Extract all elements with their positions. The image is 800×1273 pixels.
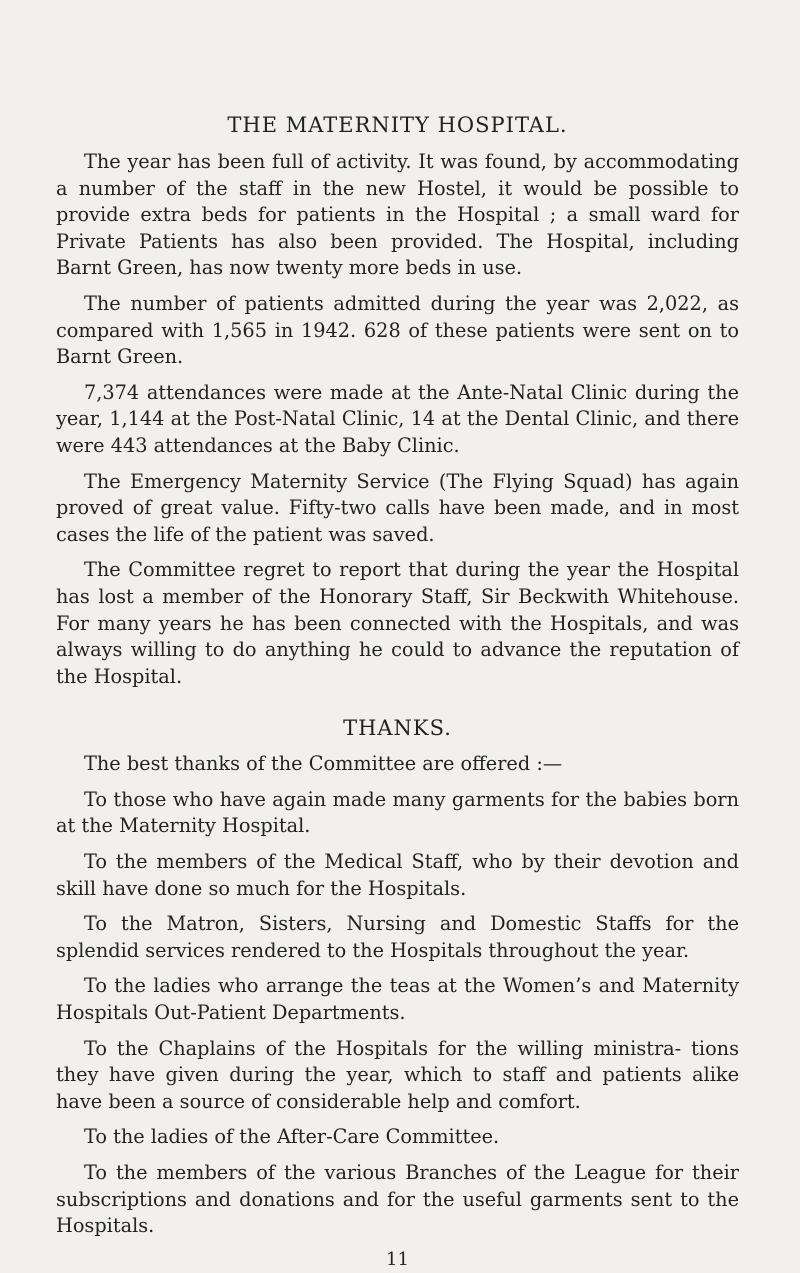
section-heading-thanks: THANKS. <box>343 716 452 741</box>
paragraph-thanks-chaplains: To the Chaplains of the Hospitals for the willing ministra- tions they have given during the year, which to staff and patients alike have been a source of considerable help and comfort. <box>56 1036 739 1113</box>
document-page <box>56 110 739 1270</box>
paragraph-honorary-staff: The Committee regret to report that during the year the Hospital has lost a member of the Honorary Staff, Sir Beckwith Whitehouse. For many years he has been connected with the Hospitals, and was always willing to do anything he could to advance the reputation of the Hospital. <box>56 558 739 688</box>
paragraph-thanks-garments: To those who have again made many garments for the babies born at the Maternity Hospital. <box>56 787 739 838</box>
paragraph-flying-squad: The Emergency Maternity Service (The Flying Squad) has again proved of great value. Fifty-two calls have been made, and in most cases the life of the patient was saved. <box>56 469 739 546</box>
paragraph-thanks-after-care: To the ladies of the After-Care Committee. <box>84 1125 500 1149</box>
section-heading-maternity-hospital: THE MATERNITY HOSPITAL. <box>227 113 568 137</box>
paragraph-thanks-matron: To the Matron, Sisters, Nursing and Domestic Staffs for the splendid services rendered to the Hospitals throughout the year. <box>56 912 739 962</box>
paragraph-thanks-league: To the members of the various Branches of the League for their subscriptions and donations and for the useful garments sent to the Hospitals. <box>56 1161 739 1238</box>
paragraph-thanks-medical-staff: To the members of the Medical Staff, who by their devotion and skill have done so much for the Hospitals. <box>56 850 739 900</box>
paragraph-activity: The year has been full of activity. It was found, by accommodating a number of the staff in the new Hostel, it would be possible to provide extra beds for patients in the Hospital ; a small ward for Private Patients has also been provided. The Hospital, including Barnt Green, has now twenty more beds in use. <box>56 150 739 280</box>
paragraph-thanks-teas: To the ladies who arrange the teas at the Women’s and Maternity Hospitals Out-Patient Departments. <box>56 974 739 1025</box>
paragraph-thanks-intro: The best thanks of the Committee are offered :— <box>84 752 563 776</box>
paragraph-patients-admitted: The number of patients admitted during the year was 2,022, as compared with 1,565 in 1942. 628 of these patients were sent on to Barnt Green. <box>56 291 739 369</box>
page-number: 11 <box>386 1248 409 1270</box>
paragraph-clinic-attendances: 7,374 attendances were made at the Ante-Natal Clinic during the year, 1,144 at the Post-Natal Clinic, 14 at the Dental Clinic, and there were 443 attendances at the Baby Clinic. <box>56 380 739 457</box>
